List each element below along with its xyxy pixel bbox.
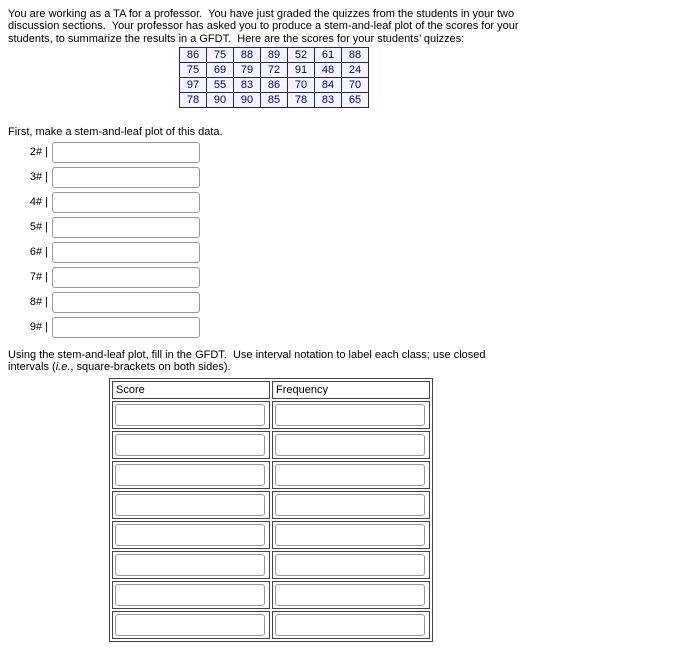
score-cell: 90 <box>234 93 261 108</box>
gfdt-score-cell <box>112 581 270 609</box>
gfdt-header-frequency: Frequency <box>272 381 430 399</box>
gfdt-score-input-6[interactable] <box>115 584 265 606</box>
intro-line: discussion sections. Your professor has asked you to produce a stem-and-leaf plot of the scores for your <box>8 20 519 33</box>
stem-3-label: 3# | <box>29 171 48 184</box>
stem-row-6 <box>8 242 687 263</box>
scores-row <box>180 93 369 108</box>
gfdt-row <box>112 611 430 639</box>
score-cell: 90 <box>207 93 234 108</box>
stem-row-5 <box>8 217 687 238</box>
score-cell: 83 <box>234 78 261 93</box>
gfdt-score-cell <box>112 401 270 429</box>
score-cell: 97 <box>180 78 207 93</box>
scores-row <box>180 63 369 78</box>
scores-row <box>180 78 369 93</box>
gfdt-score-cell <box>112 551 270 579</box>
stem-5-input[interactable] <box>52 217 200 238</box>
gfdt-frequency-input-6[interactable] <box>275 584 425 606</box>
stem-2-label: 2# | <box>29 146 48 159</box>
score-cell: 52 <box>288 48 315 63</box>
score-cell: 48 <box>315 63 342 78</box>
gfdt-instructions-italic: i.e. <box>55 361 71 374</box>
score-cell: 65 <box>342 93 369 108</box>
stem-row-9 <box>8 317 687 338</box>
score-cell: 86 <box>261 78 288 93</box>
scores-row <box>180 48 369 63</box>
gfdt-instructions-line <box>8 361 687 373</box>
stem-6-label: 6# | <box>29 246 48 259</box>
stem-8-label: 8# | <box>29 296 48 309</box>
gfdt-frequency-input-1[interactable] <box>275 434 425 456</box>
score-cell: 86 <box>180 48 207 63</box>
score-cell: 78 <box>180 93 207 108</box>
score-cell: 69 <box>207 63 234 78</box>
stem-5-label: 5# | <box>29 221 48 234</box>
gfdt-score-input-5[interactable] <box>115 554 265 576</box>
gfdt-row <box>112 581 430 609</box>
gfdt-score-cell <box>112 491 270 519</box>
score-cell: 70 <box>288 78 315 93</box>
score-cell: 85 <box>261 93 288 108</box>
gfdt-row <box>112 521 430 549</box>
stem-row-2 <box>8 142 687 163</box>
score-cell: 88 <box>234 48 261 63</box>
stem-9-input[interactable] <box>52 317 200 338</box>
gfdt-score-cell <box>112 611 270 639</box>
score-cell: 72 <box>261 63 288 78</box>
score-cell: 89 <box>261 48 288 63</box>
intro-line: students, to summarize the results in a GFDT. Here are the scores for your students’ quizzes: <box>8 32 465 45</box>
gfdt-frequency-cell <box>272 611 430 639</box>
stem-row-8 <box>8 292 687 313</box>
stem-row-4 <box>8 192 687 213</box>
gfdt-score-cell <box>112 521 270 549</box>
score-cell: 91 <box>288 63 315 78</box>
scores-table <box>179 47 369 108</box>
gfdt-frequency-cell <box>272 401 430 429</box>
gfdt-score-input-3[interactable] <box>115 494 265 516</box>
gfdt-table <box>109 378 433 642</box>
gfdt-frequency-input-2[interactable] <box>275 464 425 486</box>
stem-row-7 <box>8 267 687 288</box>
gfdt-frequency-cell <box>272 581 430 609</box>
gfdt-frequency-input-4[interactable] <box>275 524 425 546</box>
gfdt-score-input-0[interactable] <box>115 404 265 426</box>
score-cell: 55 <box>207 78 234 93</box>
gfdt-row <box>112 461 430 489</box>
stem-9-label: 9# | <box>29 321 48 334</box>
gfdt-row <box>112 551 430 579</box>
gfdt-header-score: Score <box>112 381 270 399</box>
stem-leaf-plot <box>8 142 687 338</box>
gfdt-frequency-cell <box>272 551 430 579</box>
stem-6-input[interactable] <box>52 242 200 263</box>
gfdt-score-cell <box>112 431 270 459</box>
stem-2-input[interactable] <box>52 142 200 163</box>
stem-4-label: 4# | <box>29 196 48 209</box>
gfdt-frequency-input-5[interactable] <box>275 554 425 576</box>
gfdt-instructions-text: , square-brackets on both sides). <box>70 361 231 374</box>
stem-4-input[interactable] <box>52 192 200 213</box>
gfdt-score-cell <box>112 461 270 489</box>
gfdt-frequency-input-7[interactable] <box>275 614 425 636</box>
gfdt-instructions-text: intervals ( <box>8 361 56 374</box>
score-cell: 88 <box>342 48 369 63</box>
gfdt-frequency-input-0[interactable] <box>275 404 425 426</box>
gfdt-score-input-7[interactable] <box>115 614 265 636</box>
stem-3-input[interactable] <box>52 167 200 188</box>
gfdt-score-input-2[interactable] <box>115 464 265 486</box>
stem-8-input[interactable] <box>52 292 200 313</box>
gfdt-row <box>112 491 430 519</box>
intro-paragraph <box>8 8 687 45</box>
stem-7-input[interactable] <box>52 267 200 288</box>
gfdt-score-input-4[interactable] <box>115 524 265 546</box>
score-cell: 75 <box>207 48 234 63</box>
score-cell: 78 <box>288 93 315 108</box>
score-cell: 70 <box>342 78 369 93</box>
stem-7-label: 7# | <box>29 271 48 284</box>
gfdt-row <box>112 401 430 429</box>
gfdt-header-row <box>112 381 430 399</box>
stem-row-3 <box>8 167 687 188</box>
stem-leaf-prompt: First, make a stem-and-leaf plot of this data. <box>8 126 223 139</box>
score-cell: 79 <box>234 63 261 78</box>
gfdt-frequency-cell <box>272 431 430 459</box>
gfdt-frequency-input-3[interactable] <box>275 494 425 516</box>
score-cell: 83 <box>315 93 342 108</box>
gfdt-frequency-cell <box>272 521 430 549</box>
gfdt-instructions-line: Using the stem-and-leaf plot, fill in the GFDT. Use interval notation to label each class; use closed <box>8 348 486 361</box>
score-cell: 24 <box>342 63 369 78</box>
gfdt-frequency-cell <box>272 491 430 519</box>
gfdt-frequency-cell <box>272 461 430 489</box>
score-cell: 84 <box>315 78 342 93</box>
gfdt-score-input-1[interactable] <box>115 434 265 456</box>
gfdt-instructions <box>8 349 687 374</box>
score-cell: 75 <box>180 63 207 78</box>
score-cell: 61 <box>315 48 342 63</box>
gfdt-row <box>112 431 430 459</box>
intro-line: You are working as a TA for a professor. You have just graded the quizzes from the students in your two <box>8 8 515 20</box>
